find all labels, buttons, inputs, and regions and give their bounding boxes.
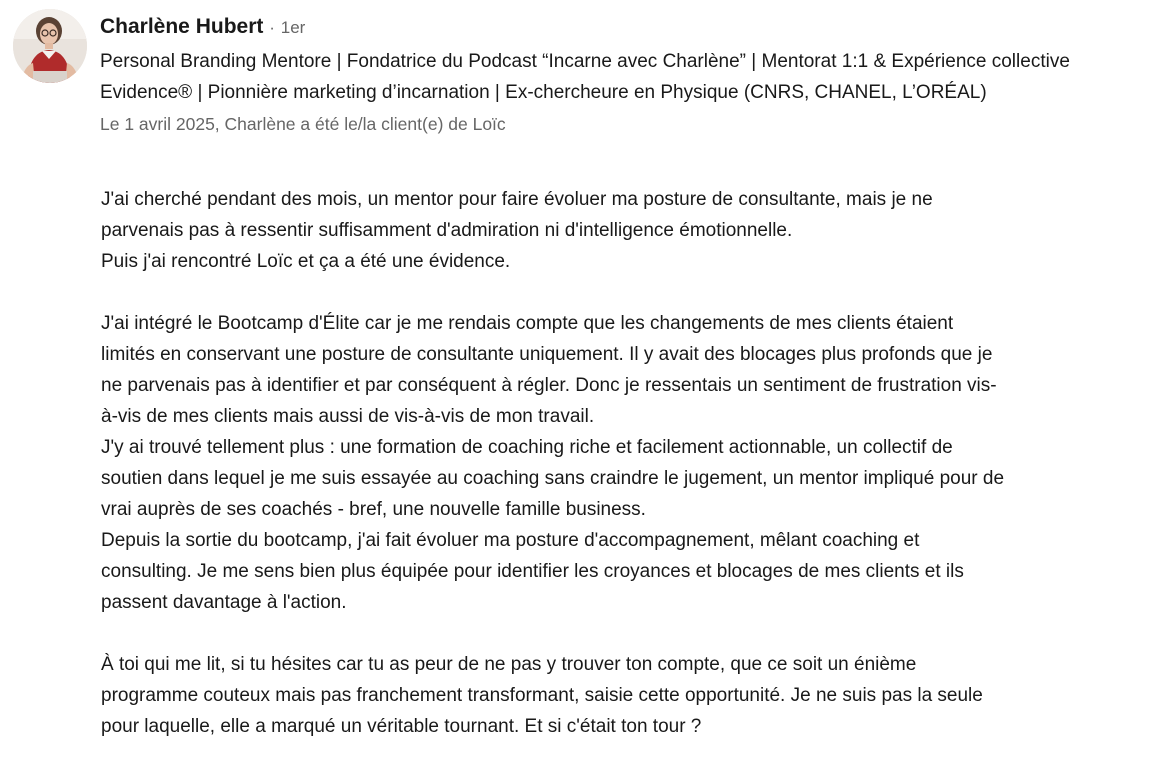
profile-photo-icon: [13, 9, 87, 83]
text-line: pour laquelle, elle a marqué un véritable tournant. Et si c'était ton tour ?: [101, 716, 702, 737]
text-line: J'ai cherché pendant des mois, un mentor pour faire évoluer ma posture de consultante, mais je ne: [101, 189, 933, 210]
text-line: J'y ai trouvé tellement plus : une formation de coaching riche et facilement actionnable, un collectif de: [101, 437, 953, 458]
separator-dot: ·: [269, 18, 275, 37]
author-name-line: [100, 12, 1140, 42]
relation-info: Le 1 avril 2025, Charlène a été le/la client(e) de Loïc: [100, 114, 506, 134]
avatar[interactable]: [13, 9, 87, 83]
text-line: À toi qui me lit, si tu hésites car tu as peur de ne pas y trouver ton compte, que ce soit un énième: [101, 654, 917, 675]
text-line: J'ai intégré le Bootcamp d'Élite car je me rendais compte que les changements de mes clients étaient: [101, 313, 954, 334]
recommendation-text: [101, 184, 1141, 742]
text-line: programme couteux mais pas franchement transformant, saisie cette opportunité. Je ne suis pas la seule: [101, 685, 983, 706]
text-line: soutien dans lequel je me suis essayée au coaching sans craindre le jugement, un mentor impliqué pour de: [101, 468, 1005, 489]
text-line: [101, 277, 1141, 308]
text-line: consulting. Je me sens bien plus équipée pour identifier les croyances et blocages de mes clients et ils: [101, 561, 964, 582]
text-line: passent davantage à l'action.: [101, 592, 347, 613]
text-line: limités en conservant une posture de consultante uniquement. Il y avait des blocages plus profonds que je: [101, 344, 993, 365]
author-name[interactable]: Charlène Hubert: [100, 15, 264, 38]
text-line: parvenais pas à ressentir suffisamment d'admiration ni d'intelligence émotionnelle.: [101, 220, 793, 241]
text-line: à-vis de mes clients mais aussi de vis-à-vis de mon travail.: [101, 406, 595, 427]
author-headline: Personal Branding Mentore | Fondatrice du Podcast “Incarne avec Charlène” | Mentorat 1:1 & Expérience collective Evidence® | Pionnière marketing d’incarnation | Ex-chercheure en Physique (CNRS, CHANEL, L’ORÉAL): [100, 51, 1070, 103]
connection-degree: 1er: [280, 18, 306, 37]
text-line: Depuis la sortie du bootcamp, j'ai fait évoluer ma posture d'accompagnement, mêlant coaching et: [101, 530, 920, 551]
text-line: ne parvenais pas à identifier et par conséquent à régler. Donc je ressentais un sentiment de frustration vis-: [101, 375, 997, 396]
text-line: Puis j'ai rencontré Loïc et ça a été une évidence.: [101, 251, 511, 272]
text-line: [101, 618, 1141, 649]
author-header: [100, 12, 1140, 139]
text-line: vrai auprès de ses coachés - bref, une nouvelle famille business.: [101, 499, 646, 520]
